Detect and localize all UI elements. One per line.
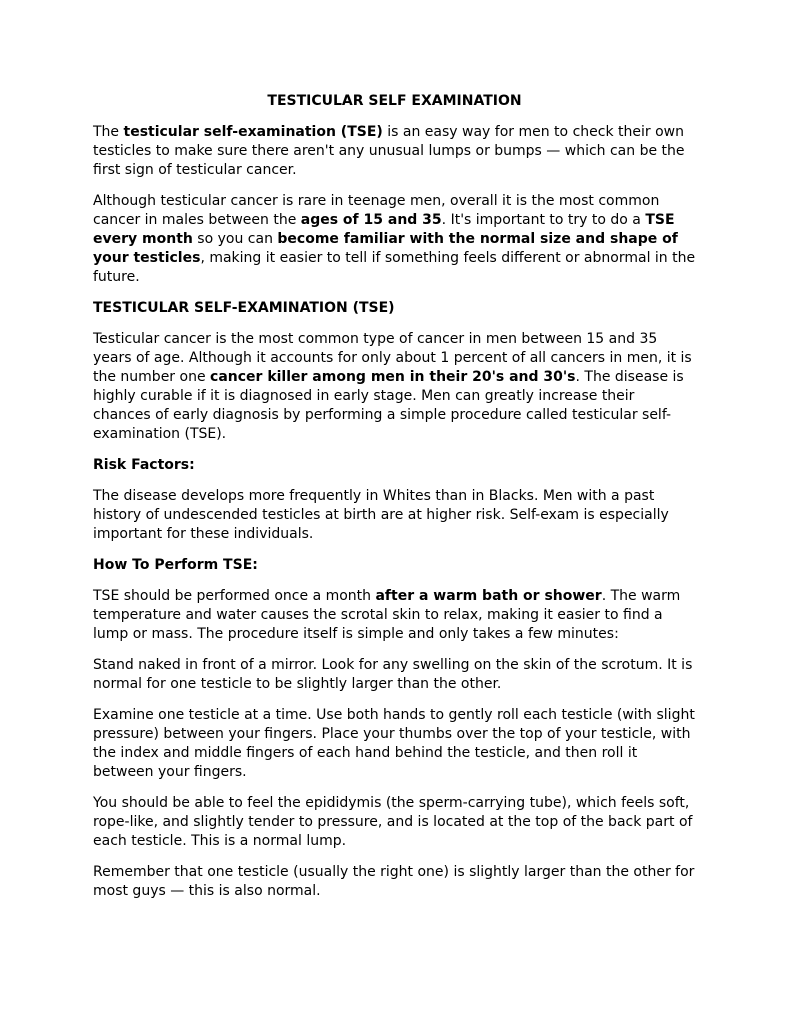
step-paragraph: Remember that one testicle (usually the right one) is slightly larger than the other for most guys — this is also normal.	[93, 864, 695, 899]
overview-text-1: Testicular cancer is the most common type of cancer in men between 15 and 35 years of age. Although it accounts for only about 1 percent of all cancers in men, it is the number one	[93, 331, 692, 385]
familiarity-text-2: . It's important to try to do a	[441, 212, 646, 228]
how-to-text-1: TSE should be performed once a month	[93, 588, 376, 604]
risk-factors-heading: Risk Factors:	[93, 457, 195, 473]
step-paragraph: Examine one testicle at a time. Use both hands to gently roll each testicle (with slight pressure) between your fingers. Place your thumbs over the top of your testicle, with the index and middle fingers of each hand behind the testicle, and then roll it between your fingers.	[93, 707, 695, 780]
how-to-text-2: . The warm temperature and water causes the scrotal skin to relax, making it easier to find a lump or mass. The procedure itself is simple and only takes a few minutes:	[93, 588, 681, 642]
step-paragraph: Stand naked in front of a mirror. Look for any swelling on the skin of the scrotum. It is normal for one testicle to be slightly larger than the other.	[93, 657, 693, 692]
familiarity-bold-monthly: TSE every month	[93, 212, 675, 247]
how-to-heading: How To Perform TSE:	[93, 557, 258, 573]
intro-text-1: The	[93, 124, 124, 140]
how-to-intro-paragraph	[93, 587, 696, 644]
document-title: TESTICULAR SELF EXAMINATION	[267, 93, 522, 109]
step-paragraph: You should be able to feel the epididymis (the sperm-carrying tube), which feels soft, rope-like, and slightly tender to pressure, and is located at the top of the back part of each testicle. This is a normal lump.	[93, 795, 693, 849]
familiarity-bold-size-shape: become familiar with the normal size and shape of your testicles	[93, 231, 678, 266]
familiarity-text-4: , making it easier to tell if something feels different or abnormal in the future.	[93, 250, 696, 285]
section-heading-tse: TESTICULAR SELF-EXAMINATION (TSE)	[93, 300, 395, 316]
familiarity-text-3: so you can	[192, 231, 278, 247]
intro-bold-tse: testicular self-examination (TSE)	[123, 124, 383, 140]
how-to-bold-bath: after a warm bath or shower	[375, 588, 602, 604]
overview-text-2: . The disease is highly curable if it is diagnosed in early stage. Men can greatly increase their chances of early diagnosis by performing a simple procedure called testicular self-examination (TSE).	[93, 369, 684, 442]
familiarity-bold-ages: ages of 15 and 35	[300, 212, 442, 228]
intro-paragraph	[93, 123, 696, 180]
overview-bold-killer: cancer killer among men in their 20's and 30's	[210, 369, 576, 385]
familiarity-text-1: Although testicular cancer is rare in teenage men, overall it is the most common cancer in males between the	[93, 193, 660, 228]
overview-paragraph	[93, 330, 696, 444]
risk-factors-paragraph: The disease develops more frequently in Whites than in Blacks. Men with a past history of undescended testicles at birth are at higher risk. Self-exam is especially important for these individuals.	[93, 488, 669, 542]
familiarity-paragraph	[93, 192, 696, 287]
intro-text-2: is an easy way for men to check their own testicles to make sure there aren't any unusual lumps or bumps — which can be the first sign of testicular cancer.	[93, 124, 685, 178]
